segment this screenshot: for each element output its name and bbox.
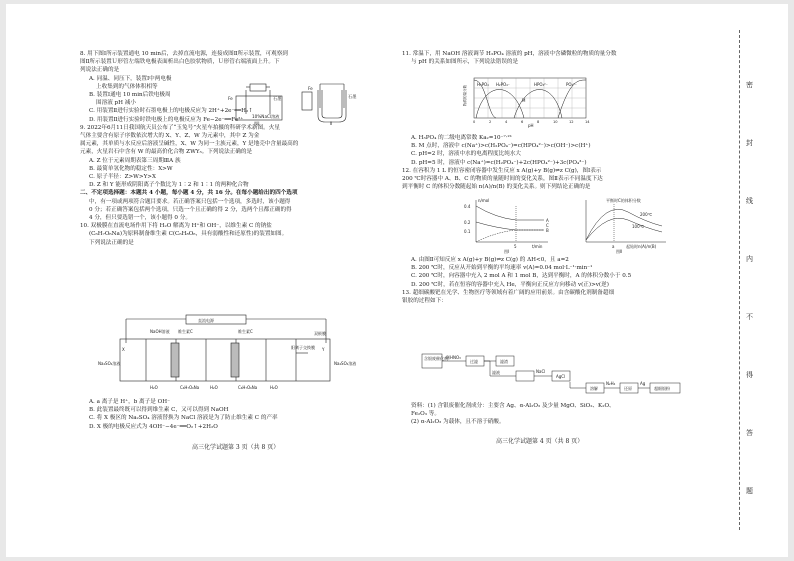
text-line: 9. 2022年6月11日我国航天员公布了“玉兔号”火星车拍摄的科研学术新图。火星 [80, 124, 280, 131]
point-label: M [522, 98, 526, 103]
answer-option: D. 200 ℃时，若在恒容的容器中充入 He，平衡向正反应方向移动 v(正)>v(逆) [411, 281, 609, 288]
figure-label: Fe [308, 86, 313, 91]
series-label: 100℃ [632, 224, 645, 229]
text-line: 气体主要含有原子序数依次增大的 X、Y、Z、W 为元素中，其中 Z 为金 [80, 133, 260, 140]
figure-label: C₆H₇O₆Na [180, 385, 200, 390]
page-footer-left: 高三化学试题第 3 页（共 8 页） [192, 444, 280, 451]
question-stem: 200 ℃时容器中 A、B、C 的物质的量随时间的变化关系，图Ⅱ表示不同温度下达 [402, 176, 603, 183]
seal-character: 密 [746, 81, 753, 89]
flow-label: Ag [640, 381, 646, 386]
text-line: 围溶液 pH 减小 [96, 100, 136, 107]
flow-label: 稀HNO₃ [446, 355, 461, 360]
q10-electrodialysis-figure [86, 313, 356, 393]
figure-label: H₂O [210, 385, 218, 390]
x-axis-label: pH [528, 123, 534, 128]
text-line: C. 用装置Ⅱ进行实验时石墨电极上的电极反应为 2H⁺+2e⁻══H₂↑ [89, 108, 253, 115]
q10-options [80, 398, 370, 431]
answer-option: B. 200 ℃时，反应从开始到平衡的平均速率 v(A)=0.04 mol·L⁻¹·min⁻¹ [411, 265, 593, 272]
seal-character: 答 [746, 429, 753, 437]
q13-flowchart [420, 352, 690, 398]
text-line: 8. 用下图Ⅰ所示装置通电 10 min后，去掉直流电源，连接成图Ⅱ所示装置，可观察到 [80, 51, 288, 57]
x-tick-label: 2 [489, 120, 492, 124]
x-tick-label: 8 [537, 120, 540, 124]
y-tick-label: 0.1 [464, 229, 471, 234]
text-line: 下列说法正确的是 [89, 239, 134, 246]
question-stem: 12. 在容积为 1 L 的恒容密闭容器中发生反应 x A(g)+y B(g)⇌z C(g)，图Ⅰ表示 [402, 167, 602, 174]
text-line: 元素，火星岩石中含有 W 的最高价化合物 ZWY₃。下列说法正确的是 [80, 149, 253, 156]
figure-label: Na₂SO₄溶液 [334, 361, 356, 366]
seal-character: 得 [746, 371, 753, 379]
figure-label: C₆H₇O₆Na [238, 385, 258, 390]
figure-label: 双极膜 [314, 331, 326, 336]
y-tick-label: 0.4 [464, 204, 471, 209]
x-axis-label: t/min [532, 244, 543, 249]
question-stem: 银胶的过程如下： [402, 298, 447, 305]
figure-label: 维生素C [238, 329, 253, 334]
figure-label: 维生素C [178, 329, 193, 334]
text-line: D. Z 和 Y 能形成阴阳离子个数比为 1∶2 和 1∶1 的两种化合物 [89, 182, 249, 189]
answer-option: B. 此装置最终既可以得到维生素 C，又可以得到 NaOH [89, 407, 229, 414]
q12-graphs [456, 196, 686, 254]
q11-distribution-chart [462, 76, 592, 128]
answer-option: D. pH=5 时，溶液中 c(Na⁺)=c(H₂PO₄⁻)+2c(HPO₄²⁻)+3c(PO₄³⁻) [411, 159, 587, 166]
y-axis-label: 物质的量分数 [463, 85, 467, 106]
x-tick-label: 12 [569, 120, 574, 124]
flow-label: 还原 [624, 386, 632, 391]
text-line: 与 pH 的关系如图所示，下列说法错误的是 [411, 59, 519, 66]
question-stem: 13. 超细碳酸钯在光学、生物医疗等领域有着广阔的应用前景。由含碳酸化剂制备超细 [402, 289, 615, 296]
seal-character: 内 [746, 255, 753, 263]
q11-options [402, 134, 694, 191]
q13-reference [402, 402, 694, 427]
text-line: A. 同温、同压下，装置Ⅰ中两电极 [89, 75, 172, 82]
series-label: B [546, 228, 549, 233]
question-stem: 到平衡时 C 的体积分数随起始 n(A)/n(B) 的变化关系。则下列结论正确的是 [402, 184, 591, 191]
text-line: (C₆H₇O₆Na)为原料制备维生素 C(C₆H₈O₆，具有弱酸性和还原性)的装置如图。 [89, 231, 288, 238]
figure-label: Fe [228, 96, 233, 101]
answer-option: A. H₃PO₄ 的二级电离常数 Ka₂=10⁻⁷·²¹ [411, 135, 513, 141]
flow-label: AgCl [556, 374, 566, 379]
series-label: C [546, 223, 549, 228]
flow-label: N₂H₄ [606, 381, 616, 386]
reference-note: Fe₂O₃ 等。 [411, 411, 440, 418]
text-line: 10. 双极膜在直流电场作用下将 H₂O 解离为 H⁺和 OH⁻，以维生素 C 的钠盐 [80, 223, 272, 230]
x-tick-label: a [612, 244, 615, 249]
answer-option: C. pH=2 时，溶液中水的电离程度比纯水大 [411, 151, 522, 158]
series-label: A [546, 218, 549, 223]
text-line: 图Ⅱ所示装置Ｕ形管左端铁电极表面析出白色胶状物质，Ｕ形管右端液面上升。下 [80, 59, 280, 66]
text-line: 二、不定项选择题：本题共 4 小题，每小题 4 分，共 16 分。在每小题给出的四个选项 [80, 190, 298, 197]
seal-character: 题 [746, 487, 753, 495]
answer-option: C. 200 ℃时，向容器中充入 2 mol A 和 1 mol B，达到平衡时，A 的体积分数小于 0.5 [411, 273, 632, 280]
figure-label: NaOH溶液 [150, 329, 170, 334]
answer-option: A. 由图Ⅱ可知反应 x A(g)+y B(g)⇌z C(g) 的 ΔH<0，且 a=2 [411, 257, 569, 263]
chart-title: 平衡时C的体积分数 [606, 198, 641, 203]
species-label: HPO₄²⁻ [534, 82, 548, 87]
flow-label: 滤液 [492, 370, 500, 375]
x-tick-label: 5 [514, 244, 517, 249]
seal-character: 封 [746, 139, 753, 147]
series-label: 200℃ [640, 212, 653, 217]
figure-label: Na₂SO₄溶液 [98, 361, 121, 366]
text-line: D. 用装置Ⅱ进行实验时铁电极上的电极反应为 Fe−2e⁻══Fe²⁺ [89, 116, 244, 123]
answer-option: C. 将 X 极区的 Na₂SO₄ 溶液替换为 NaCl 溶液是为了防止维生素 C 的产率 [89, 415, 278, 422]
figure-caption: 图Ⅱ [616, 249, 622, 254]
binding-seal-strip [739, 30, 758, 530]
text-line: 属元素，其单质与水反应后溶液呈碱性，X、W 为同一主族元素，Y 是地壳中含量最高的 [80, 141, 299, 148]
seal-character: 不 [746, 313, 753, 321]
text-line: B. 装置Ⅰ通电 10 min后铁电极周 [89, 92, 171, 99]
flow-label: 超细银粉 [654, 386, 670, 391]
y-tick-label: 0.2 [464, 220, 471, 225]
answer-option: B. M 点时，溶液中 c(Na⁺)>c(H₂PO₄⁻)=c(HPO₄²⁻)>c(OH⁻)>c(H⁺) [411, 143, 591, 150]
figure-label: Ⅱ [330, 121, 333, 126]
x-axis-label: 起始时n(A)/n(B) [626, 244, 657, 249]
figure-label: 石墨 [348, 94, 357, 99]
flow-label: 过滤 [470, 359, 478, 364]
figure-label: H₂O [150, 385, 158, 390]
flow-label: 溶解 [590, 386, 598, 391]
figure-caption: 图Ⅰ [504, 249, 510, 254]
x-tick-label: 4 [505, 120, 508, 124]
page-footer-right: 高三化学试题第 4 页（共 8 页） [496, 438, 584, 445]
figure-label: H₂O [270, 385, 278, 390]
x-tick-label: 10 [553, 120, 558, 124]
q8-apparatus-figure [222, 78, 370, 126]
text-line: 列说法正确的是 [80, 67, 120, 74]
x-tick-label: 14 [585, 120, 590, 124]
flow-label: NaCl [536, 369, 546, 374]
x-tick-label: 0 [473, 120, 476, 124]
text-line: B. 最简单氢化物的稳定性：X>W [89, 165, 173, 172]
answer-option: D. X 极的电极反应式为 4OH⁻−4e⁻══O₂↑+2H₂O [89, 423, 218, 430]
text-line: 4 分，但只要选错一个，该小题得 0 分。 [89, 215, 191, 222]
species-label: H₂PO₄⁻ [496, 82, 510, 87]
figure-label: 石墨 [273, 96, 282, 101]
text-line: 11. 常温下，用 NaOH 溶液调节 H₃PO₄ 溶液的 pH，溶液中含磷微粒的物质的量分数 [402, 51, 617, 57]
figure-label: 图Ⅰ [254, 121, 260, 126]
right-column [402, 50, 694, 66]
text-line: 中，有一项或两项符合题目要求。若正确答案只包括一个选项，多选时，该小题得 [89, 198, 291, 205]
y-axis-label: n/mol [478, 198, 490, 203]
figure-label: X [122, 347, 125, 352]
figure-label: 10%NaCl溶液 [252, 114, 280, 119]
reference-note: (2) α-Al₂O₃ 为载体，且不溶于硝酸。 [411, 419, 505, 426]
reference-note: 资料：(1) 含银废催化剂成分：主要含 Ag、α-Al₂O₃ 及少量 MgO、SiO₂、K₂O、 [411, 403, 615, 409]
text-line: C. 原子半径：Z>W>Y>X [89, 174, 156, 181]
figure-label: Y [322, 347, 325, 352]
text-line: A. Z 位于元素周期表第三周期ⅢA 族 [89, 157, 181, 164]
figure-label: 直流电源 [198, 318, 214, 323]
flow-label: 含银废催化剂 [424, 356, 448, 361]
x-tick-label: 6 [521, 120, 524, 124]
answer-option: A. a 离子是 H⁺，b 离子是 OH⁻ [89, 399, 171, 405]
text-line: 0 分；若正确答案包括两个选项，只选一个且正确的得 2 分，选两个且都正确的得 [89, 206, 292, 213]
seal-character: 线 [746, 197, 753, 205]
flow-label: 滤渣 [500, 359, 508, 364]
q12-options [402, 256, 694, 305]
species-label: H₃PO₄ [477, 82, 489, 87]
species-label: PO₄³⁻ [566, 82, 577, 87]
figure-label: 阳离子交换膜 [291, 345, 315, 350]
text-line: 上收集到的气体体积相等 [96, 83, 158, 90]
